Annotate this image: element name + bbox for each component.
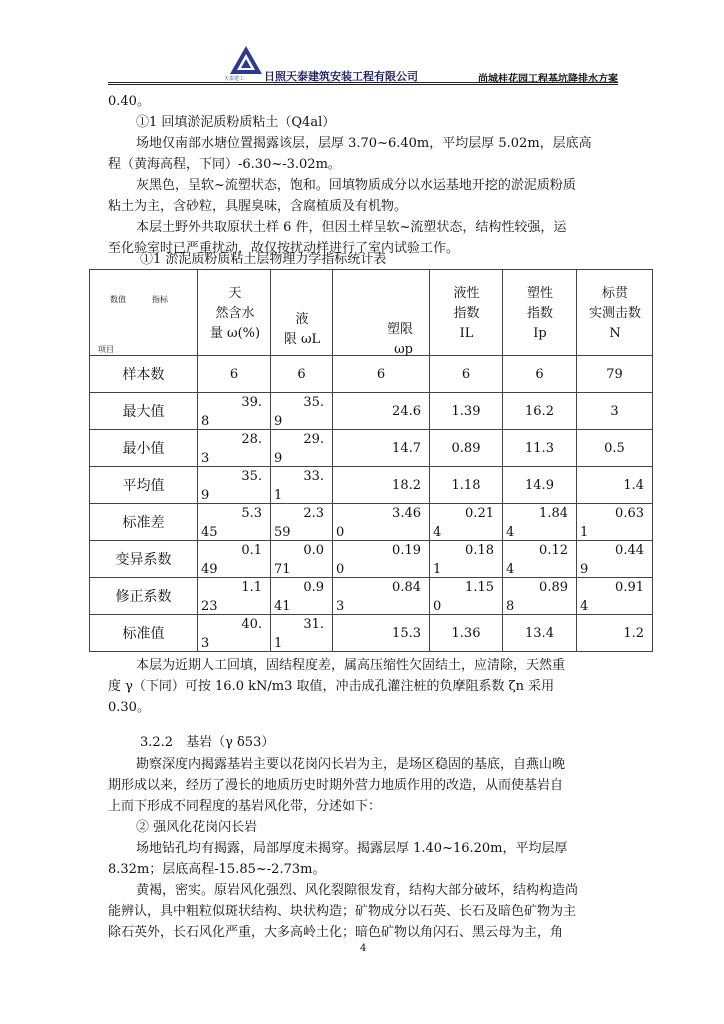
cell-value-bottom: 9 [274, 451, 283, 466]
cell-value-bottom: 59 [274, 525, 291, 540]
cell-value: 1.4 [577, 467, 653, 504]
cell-value [271, 541, 333, 578]
cell-value [271, 467, 333, 504]
cell-value: 3 [577, 393, 653, 430]
row-label: 平均值 [90, 467, 198, 504]
text-line: 至化验室时已严重扰动，故仅按扰动样进行了室内试验工作。 [108, 241, 460, 256]
soil-properties-table [89, 269, 653, 652]
cell-value-bottom: 1 [580, 525, 589, 540]
cell-value-top: 0.89 [539, 580, 568, 595]
cell-value: 24.6 [333, 393, 430, 430]
table-row [90, 541, 653, 578]
cell-value: 16.2 [503, 393, 577, 430]
cell-value-top: 3.46 [392, 506, 421, 521]
cell-value [198, 467, 271, 504]
table-row [90, 467, 653, 504]
row-label: 修正系数 [90, 578, 198, 615]
cell-value: 1.18 [430, 467, 503, 504]
cell-value [198, 578, 271, 615]
text-line: 程（黄海高程，下同）-6.30~-3.02m。 [108, 157, 341, 172]
corner-index-label: 指标 [152, 295, 168, 304]
cell-value-top: 0.19 [392, 543, 421, 558]
cell-value [198, 393, 271, 430]
cell-value: 14.7 [333, 430, 430, 467]
cell-value-bottom: 1 [433, 562, 442, 577]
header-liquidity-index [430, 270, 503, 356]
cell-value [503, 578, 577, 615]
row-label: 样本数 [90, 356, 198, 393]
document-title: 尚城桂花园工程基坑降排水方案 [478, 74, 618, 85]
cell-value-bottom: 0 [336, 562, 345, 577]
cell-value: 6 [333, 356, 430, 393]
cell-value-bottom: 3 [201, 636, 210, 651]
text-line: 除石英外，长石风化严重，大多高岭土化；暗色矿物以角闪石、黑云母为主，角 [108, 925, 564, 940]
cell-value [430, 541, 503, 578]
cell-value [198, 541, 271, 578]
cell-value-top: 0.12 [539, 543, 568, 558]
table-header-row [90, 270, 653, 356]
row-label: 最小值 [90, 430, 198, 467]
cell-value [503, 541, 577, 578]
cell-value: 11.3 [503, 430, 577, 467]
table-corner-cell [90, 270, 198, 356]
cell-value [333, 541, 430, 578]
text-line: 本层为近期人工回填，固结程度差，属高压缩性欠固结土，应清除，天然重 [136, 658, 566, 673]
section-heading: ①1 回填淤泥质粉质粘土（Q4al） [136, 115, 336, 130]
cell-value: 13.4 [503, 615, 577, 652]
cell-value-top: 0.91 [615, 580, 644, 595]
header-plasticity-index-label: 塑性 指数 Ip [526, 286, 553, 341]
cell-value-bottom: 4 [433, 525, 442, 540]
cell-value: 0.89 [430, 430, 503, 467]
cell-value-top: 28. [241, 432, 262, 447]
table-row [90, 504, 653, 541]
cell-value-bottom: 71 [274, 562, 291, 577]
cell-value-bottom: 3 [336, 599, 345, 614]
cell-value-top: 0.0 [303, 543, 324, 558]
text-line: 度 γ（下同）可按 16.0 kN/m3 取值，冲击成孔灌注桩的负摩阻系数 ζn 采用 [108, 679, 555, 694]
corner-values-label: 数值 [110, 295, 126, 304]
text-line: 0.30。 [108, 700, 150, 715]
section-heading: 3.2.2 基岩（γ δ53） [140, 735, 275, 750]
cell-value: 1.36 [430, 615, 503, 652]
cell-value-top: 29. [303, 432, 324, 447]
table-row [90, 393, 653, 430]
cell-value-bottom: 3 [201, 451, 210, 466]
header-water-content-label: 天 然含水 量 ω(%) [209, 286, 261, 341]
cell-value-top: 0.63 [615, 506, 644, 521]
cell-value-top: 5.3 [241, 506, 262, 521]
logo-text: 天泰建工 [224, 76, 245, 82]
cell-value: 15.3 [333, 615, 430, 652]
cell-value [271, 393, 333, 430]
text-line: 场地仅南部水塘位置揭露该层，层厚 3.70~6.40m，平均层厚 5.02m，层底高 [136, 136, 592, 151]
cell-value-top: 0.21 [465, 506, 494, 521]
page-number: 4 [360, 943, 367, 954]
cell-value: 6 [198, 356, 271, 393]
text-line: 期形成以来，经历了漫长的地质历史时期外营力地质作用的改造，从而使基岩自 [108, 778, 564, 793]
text-line: 0.40。 [108, 94, 150, 109]
cell-value [503, 504, 577, 541]
text-line: 上而下形成不同程度的基岩风化带，分述如下： [108, 799, 382, 814]
header-plastic-limit [333, 270, 430, 356]
header-plastic-limit-label: 塑限 ωp [386, 322, 413, 357]
text-line: 能辨认，具中粗粒似斑状结构、块状构造；矿物成分以石英、长石及暗色矿物为主 [108, 904, 577, 919]
cell-value: 1.2 [577, 615, 653, 652]
text-line: 8.32m；层底高程-15.85~-2.73m。 [108, 862, 326, 877]
text-line: 灰黑色，呈软~流塑状态，饱和。回填物质成分以水运基地开挖的淤泥质粉质 [136, 178, 576, 193]
cell-value-bottom: 8 [506, 599, 515, 614]
cell-value: 6 [503, 356, 577, 393]
cell-value-top: 1.1 [241, 580, 262, 595]
cell-value-bottom: 1 [274, 488, 283, 503]
row-label: 标准值 [90, 615, 198, 652]
header-spt-blow-count-label: 标贯 实测击数 N [588, 286, 641, 341]
row-label: 变异系数 [90, 541, 198, 578]
cell-value: 6 [271, 356, 333, 393]
header-liquid-limit-label: 液 限 ωL [283, 312, 321, 347]
cell-value: 79 [577, 356, 653, 393]
cell-value-bottom: 4 [506, 562, 515, 577]
header-liquid-limit [271, 270, 333, 356]
cell-value-bottom: 9 [274, 414, 283, 429]
header-liquidity-index-label: 液性 指数 IL [453, 286, 480, 341]
text-line: 勘察深度内揭露基岩主要以花岗闪长岩为主，是场区稳固的基底，自燕山晚 [136, 757, 566, 772]
cell-value [577, 578, 653, 615]
text-line: 粘土为主，含砂粒，具腥臭味，含腐植质及有机物。 [108, 199, 408, 214]
cell-value [198, 430, 271, 467]
cell-value: 6 [430, 356, 503, 393]
cell-value-bottom: 4 [580, 599, 589, 614]
page-header [108, 44, 618, 86]
cell-value-top: 33. [303, 469, 324, 484]
cell-value-bottom: 0 [336, 525, 345, 540]
cell-value [577, 541, 653, 578]
table-row [90, 615, 653, 652]
cell-value-top: 1.84 [539, 506, 568, 521]
cell-value-top: 0.44 [615, 543, 644, 558]
table-row [90, 356, 653, 393]
cell-value-top: 2.3 [303, 506, 324, 521]
cell-value-bottom: 9 [580, 562, 589, 577]
cell-value [430, 578, 503, 615]
text-line: 本层土野外共取原状土样 6 件，但因土样呈软~流塑状态，结构性较强，运 [136, 220, 567, 235]
cell-value-bottom: 23 [201, 599, 218, 614]
cell-value [271, 615, 333, 652]
cell-value-top: 0.84 [392, 580, 421, 595]
cell-value-bottom: 9 [201, 488, 210, 503]
cell-value-top: 31. [303, 617, 324, 632]
cell-value-bottom: 8 [201, 414, 210, 429]
cell-value: 1.39 [430, 393, 503, 430]
corner-item-label: 项目 [98, 345, 114, 354]
cell-value-top: 1.15 [465, 580, 494, 595]
cell-value-top: 35. [241, 469, 262, 484]
cell-value [271, 504, 333, 541]
text-line: 黄褐，密实。原岩风化强烈、风化裂隙很发育，结构大部分破坏，结构构造尚 [136, 883, 579, 898]
cell-value [430, 504, 503, 541]
company-name: 日照天泰建筑安装工程有限公司 [264, 71, 418, 83]
cell-value-top: 35. [303, 395, 324, 410]
cell-value-top: 0.9 [303, 580, 324, 595]
section-heading: ② 强风化花岗闪长岩 [136, 820, 258, 835]
cell-value-top: 40. [241, 617, 262, 632]
cell-value [271, 578, 333, 615]
cell-value-bottom: 0 [433, 599, 442, 614]
cell-value [333, 504, 430, 541]
cell-value-bottom: 49 [201, 562, 218, 577]
table-row [90, 430, 653, 467]
cell-value: 14.9 [503, 467, 577, 504]
header-water-content [198, 270, 271, 356]
row-label: 最大值 [90, 393, 198, 430]
cell-value: 0.5 [577, 430, 653, 467]
cell-value [198, 615, 271, 652]
cell-value [198, 504, 271, 541]
header-divider [108, 82, 618, 85]
cell-value-top: 0.18 [465, 543, 494, 558]
row-label: 标准差 [90, 504, 198, 541]
cell-value: 18.2 [333, 467, 430, 504]
cell-value-bottom: 4 [506, 525, 515, 540]
text-line: 场地钻孔均有揭露，局部厚度未揭穿。揭露层厚 1.40~16.20m，平均层厚 [136, 841, 568, 856]
cell-value-bottom: 1 [274, 636, 283, 651]
cell-value [333, 578, 430, 615]
table-caption: ①1 淤泥质粉质粘土层物理力学指标统计表 [140, 252, 387, 267]
cell-value [271, 430, 333, 467]
cell-value-top: 39. [241, 395, 262, 410]
cell-value [577, 504, 653, 541]
cell-value-bottom: 45 [201, 525, 218, 540]
header-plasticity-index [503, 270, 577, 356]
header-spt-blow-count [577, 270, 653, 356]
cell-value-bottom: 41 [274, 599, 291, 614]
cell-value-top: 0.1 [241, 543, 262, 558]
table-row [90, 578, 653, 615]
